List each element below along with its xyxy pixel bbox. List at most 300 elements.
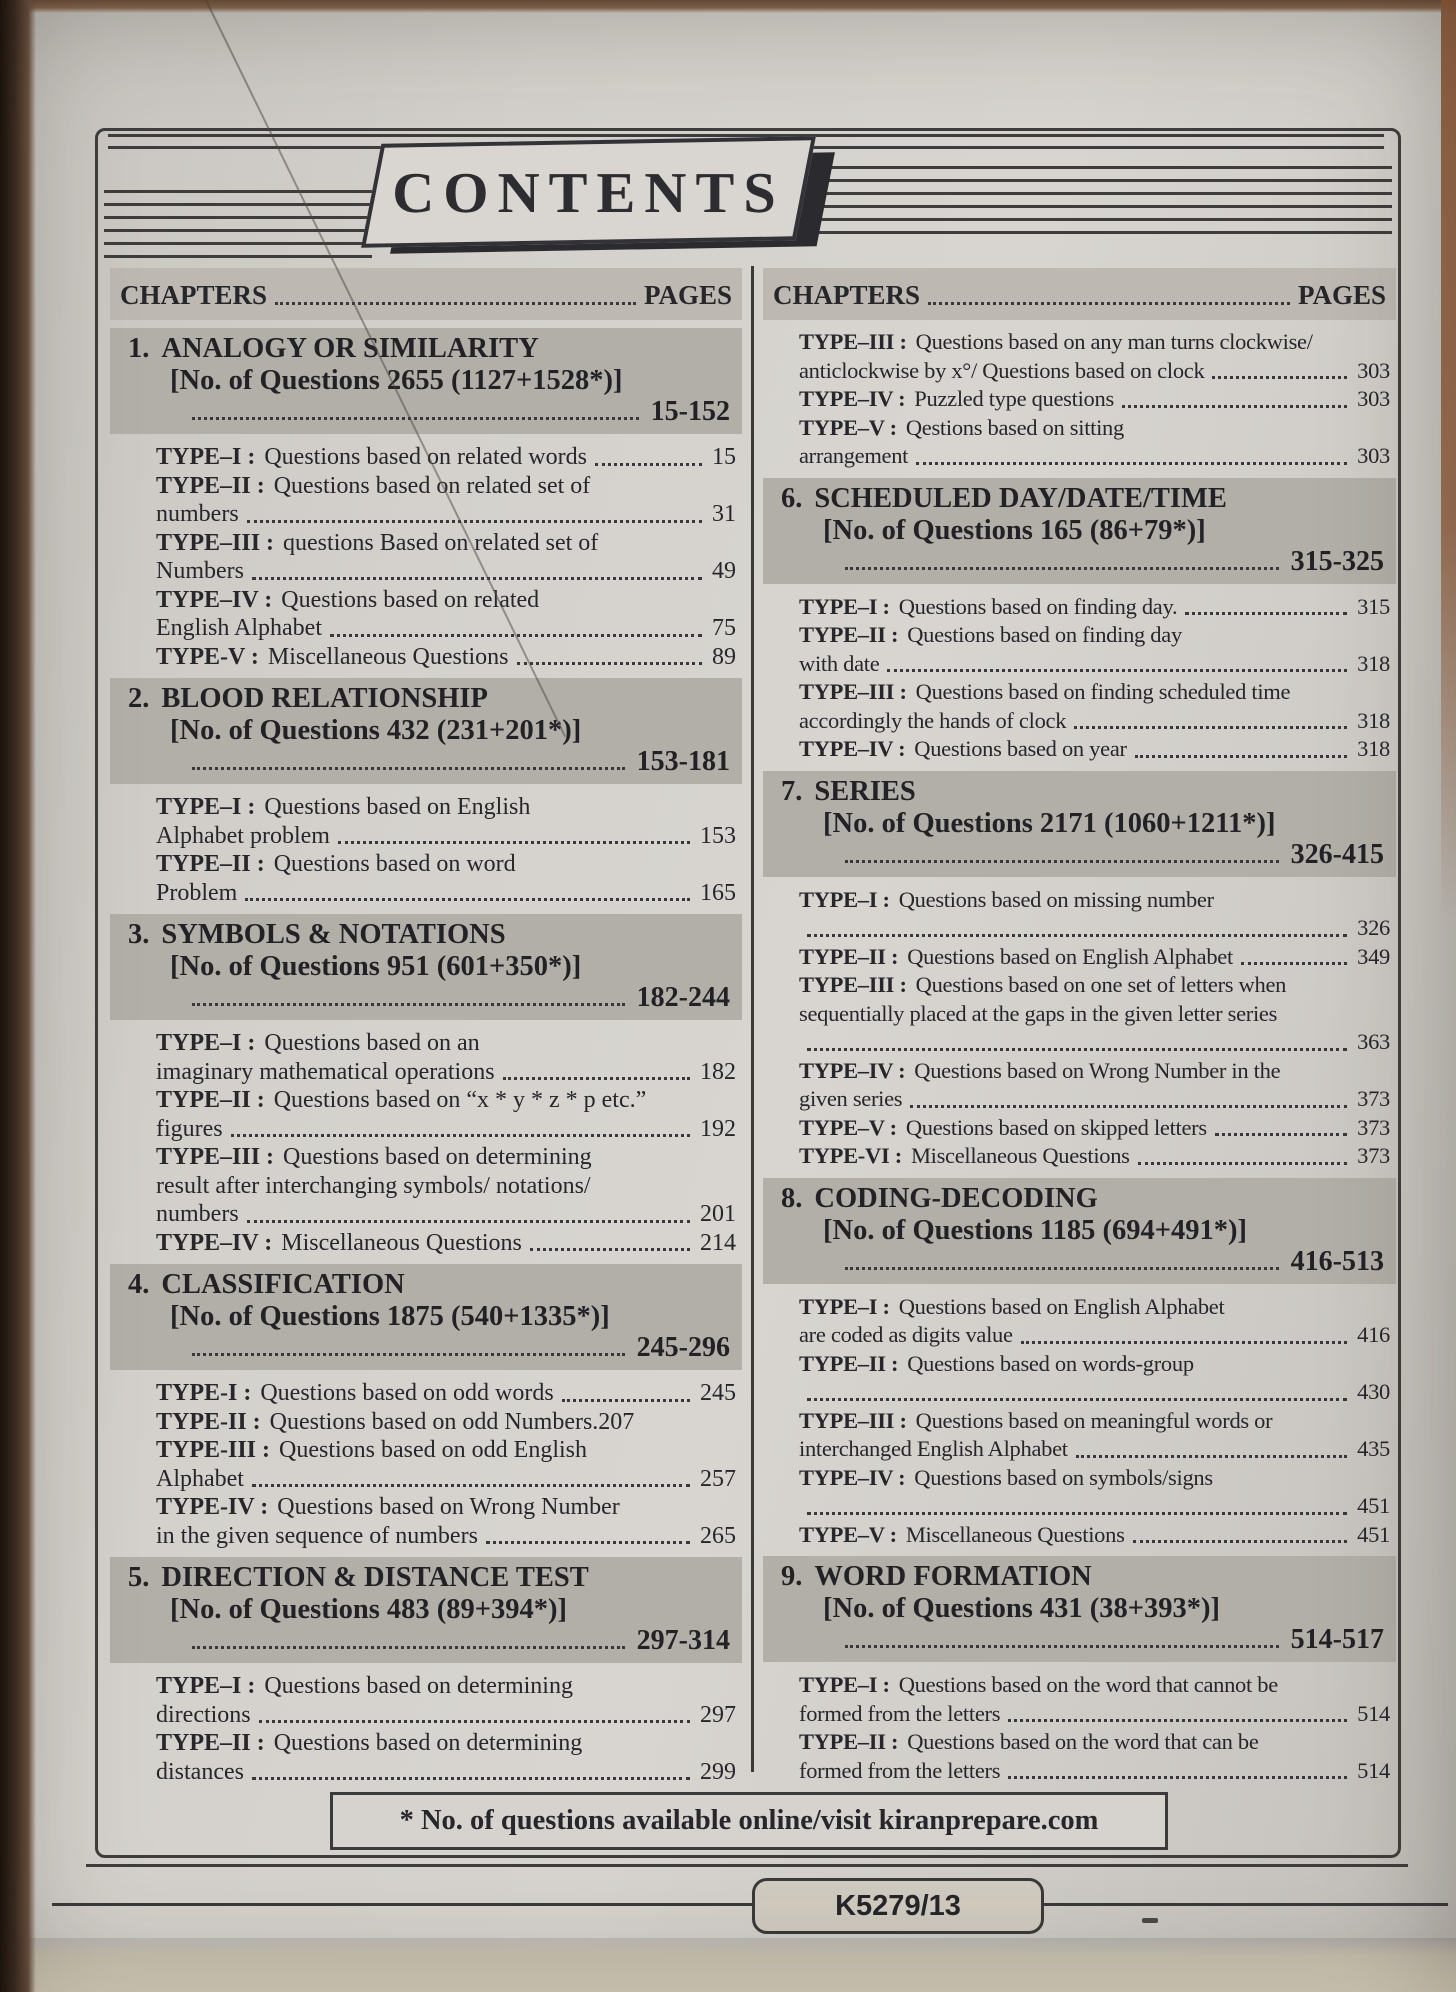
pages-label: PAGES xyxy=(643,280,732,310)
dotted-leader xyxy=(192,1003,625,1006)
type-label: TYPE–II : xyxy=(799,1350,899,1376)
page-number: 257 xyxy=(700,1465,736,1492)
entry-text: numbers xyxy=(156,501,239,527)
chapter-question-count: [No. of Questions 431 (38+393*)] xyxy=(823,1593,1221,1624)
toc-entry-line xyxy=(110,443,742,472)
chapters-label: CHAPTERS xyxy=(773,280,921,310)
dotted-leader xyxy=(1021,1341,1347,1344)
dotted-leader xyxy=(928,302,1290,305)
toc-entry-line xyxy=(763,1000,1396,1029)
page-number: 303 xyxy=(1357,357,1390,383)
toc-entry xyxy=(110,472,742,529)
toc-entry-line xyxy=(110,1029,742,1058)
page-number: 15 xyxy=(712,444,736,470)
toc-entry xyxy=(110,793,742,850)
toc-entry-line xyxy=(110,1143,742,1172)
toc-entry xyxy=(110,1672,742,1729)
toc-entry-line xyxy=(110,793,742,822)
dotted-leader xyxy=(595,463,702,466)
page-number: 192 xyxy=(700,1115,736,1142)
toc-entry-line xyxy=(110,1701,742,1730)
entry-text: sequentially placed at the gaps in the given letter series xyxy=(799,1000,1278,1026)
toc-entry xyxy=(763,414,1396,471)
dotted-leader xyxy=(338,841,690,844)
toc-entry-line xyxy=(110,586,742,615)
toc-entry-line xyxy=(763,442,1396,471)
page-number: 363 xyxy=(1357,1029,1390,1054)
toc-entry xyxy=(110,1493,742,1550)
toc-entry-line xyxy=(110,850,742,879)
type-label: TYPE–II : xyxy=(799,943,899,969)
entry-text: distances xyxy=(156,1758,244,1785)
chapter-title: SYMBOLS & NOTATIONS xyxy=(161,919,506,950)
type-label: TYPE-IV : xyxy=(156,1494,269,1520)
toc-entry xyxy=(763,943,1396,972)
chapter-heading xyxy=(110,678,742,784)
page-number: 430 xyxy=(1357,1379,1390,1404)
toc-entry-line xyxy=(110,1436,742,1465)
type-label: TYPE–III : xyxy=(799,329,907,354)
book-right-edge xyxy=(1441,0,1456,1150)
toc-entry xyxy=(763,1350,1396,1407)
toc-entry-line xyxy=(763,357,1396,386)
page-number: 214 xyxy=(700,1229,736,1256)
toc-entry-line xyxy=(763,1435,1396,1464)
type-label: TYPE–I : xyxy=(799,886,890,912)
page-number: 435 xyxy=(1357,1436,1390,1461)
toc-entry xyxy=(763,1293,1396,1350)
toc-entry-line xyxy=(110,1522,742,1551)
page-number: 165 xyxy=(700,879,736,906)
chapter-title: SCHEDULED DAY/DATE/TIME xyxy=(814,482,1227,514)
chapter-title-line xyxy=(118,1269,730,1301)
toc-entry-line xyxy=(763,621,1396,650)
chapter-title: BLOOD RELATIONSHIP xyxy=(161,683,488,714)
toc-entry-line xyxy=(110,1758,742,1787)
dotted-leader xyxy=(807,1048,1347,1051)
toc-entry xyxy=(763,385,1396,414)
chapter-number: 9. xyxy=(781,1561,803,1592)
toc-entry xyxy=(110,1143,742,1229)
type-label: TYPE–I : xyxy=(799,1293,890,1319)
chapter-pages-line xyxy=(771,1625,1384,1655)
frame-bottom-rule xyxy=(86,1864,1408,1867)
chapter-heading xyxy=(763,1178,1396,1284)
toc-entry xyxy=(110,1379,742,1408)
toc-entry xyxy=(110,1729,742,1786)
page-number: 303 xyxy=(1357,386,1390,411)
type-label: TYPE–III : xyxy=(799,1407,907,1433)
dotted-leader xyxy=(1241,962,1347,965)
toc-entry xyxy=(763,971,1396,1057)
entry-text: Questions based on odd words xyxy=(260,1380,554,1406)
entry-text: Questions based on an xyxy=(264,1030,480,1056)
entry-text: directions xyxy=(156,1701,251,1728)
entry-text: Questions based on “x * y * z * p etc.” xyxy=(273,1087,647,1113)
dotted-leader xyxy=(247,520,702,523)
page-number: 326 xyxy=(1357,915,1390,940)
toc-entry-line xyxy=(763,385,1396,414)
chapter-title: CLASSIFICATION xyxy=(161,1269,405,1300)
toc-entry-line xyxy=(763,707,1396,736)
dotted-leader xyxy=(887,669,1347,672)
toc-entry xyxy=(763,621,1396,678)
dotted-leader xyxy=(910,1105,1347,1108)
chapter-title-line xyxy=(771,776,1384,808)
chapter-page-range: 245-296 xyxy=(636,1332,730,1363)
toc-entry xyxy=(763,1671,1396,1728)
entry-text: Questions based on Wrong Number xyxy=(277,1494,620,1520)
entry-text: Questions based on related set of xyxy=(273,472,591,499)
chapter-number: 8. xyxy=(781,1182,803,1214)
dotted-leader xyxy=(259,1720,690,1723)
dotted-leader xyxy=(192,1353,625,1356)
type-label: TYPE–II : xyxy=(799,1729,899,1754)
toc-entry-line xyxy=(763,414,1396,443)
chapter-question-count: [No. of Questions 483 (89+394*)] xyxy=(170,1594,568,1625)
chapter-heading xyxy=(763,1556,1396,1662)
dotted-leader xyxy=(845,860,1279,863)
entry-text: Questions based on Wrong Number in the xyxy=(914,1057,1281,1083)
chapter-question-count: [No. of Questions 165 (86+79*)] xyxy=(823,514,1206,546)
toc-entry xyxy=(763,1464,1396,1521)
chapter-pages-line xyxy=(118,983,730,1013)
toc-entry-line xyxy=(763,1142,1396,1171)
dotted-leader xyxy=(562,1399,690,1402)
entry-text: figures xyxy=(156,1115,223,1142)
toc-entry-line xyxy=(110,500,742,529)
entry-text: Questions based on any man turns clockwise/ xyxy=(915,329,1313,354)
type-label: TYPE–IV : xyxy=(799,1057,906,1083)
entry-text: formed from the letters xyxy=(799,1757,1001,1783)
page-number: 514 xyxy=(1357,1757,1390,1783)
chapter-heading xyxy=(110,1557,742,1663)
entry-text: Questions based on one set of letters when xyxy=(915,972,1287,997)
chapter-page-range: 297-314 xyxy=(636,1625,730,1656)
toc-entry-line xyxy=(763,1407,1396,1436)
dotted-leader xyxy=(530,1248,690,1251)
page-number: 299 xyxy=(700,1758,736,1785)
dotted-leader xyxy=(807,1512,1347,1515)
entry-text: Questions based on the word that cannot be xyxy=(898,1672,1278,1697)
toc-column-right xyxy=(763,268,1396,1785)
footer-code-text: K5279/13 xyxy=(835,1889,961,1922)
page-number: 373 xyxy=(1357,1114,1390,1140)
toc-entry-line xyxy=(110,643,742,672)
dotted-leader xyxy=(517,662,702,665)
page-number: 318 xyxy=(1357,650,1390,676)
type-label: TYPE–I : xyxy=(156,794,256,820)
toc-entry-line xyxy=(110,822,742,851)
entry-text: formed from the letters xyxy=(799,1700,1001,1726)
entry-text: Questions based on related words xyxy=(264,444,587,470)
dotted-leader xyxy=(1008,1776,1347,1779)
dotted-leader xyxy=(1008,1719,1347,1722)
page-number: 297 xyxy=(700,1701,736,1728)
chapter-title: ANALOGY OR SIMILARITY xyxy=(161,333,539,364)
book-spine-shadow xyxy=(0,0,36,1992)
dotted-leader xyxy=(1138,1162,1348,1165)
dotted-leader xyxy=(503,1077,690,1080)
entry-text: Questions based on year xyxy=(914,736,1127,761)
toc-entry-line xyxy=(763,1671,1396,1700)
toc-entry-line xyxy=(110,557,742,586)
toc-entry-line xyxy=(763,1028,1396,1057)
toc-entry-line xyxy=(763,678,1396,707)
toc-entry xyxy=(763,1728,1396,1785)
type-label: TYPE–III : xyxy=(156,529,275,556)
entry-text: Numbers xyxy=(156,558,244,584)
type-label: TYPE–III : xyxy=(156,1144,275,1170)
type-label: TYPE-III : xyxy=(156,1437,271,1463)
toc-entry-line xyxy=(110,1379,742,1408)
toc-entry-line xyxy=(763,886,1396,915)
type-label: TYPE–I : xyxy=(156,1030,256,1056)
type-label: TYPE–IV : xyxy=(799,386,906,411)
toc-entry-line xyxy=(763,1057,1396,1086)
toc-entry-line xyxy=(110,529,742,558)
dotted-leader xyxy=(916,462,1347,465)
type-label: TYPE-VI : xyxy=(799,1143,902,1168)
dotted-leader xyxy=(192,767,625,770)
dotted-leader xyxy=(845,1267,1279,1270)
entry-text: given series xyxy=(799,1086,903,1111)
entry-text: Questions based on symbols/signs xyxy=(914,1464,1213,1490)
entry-text: English Alphabet xyxy=(156,615,322,641)
type-label: TYPE-I : xyxy=(156,1380,252,1406)
toc-entry-line xyxy=(110,1058,742,1087)
entry-text: Questions based on English Alphabet xyxy=(907,943,1233,969)
toc-column-left xyxy=(110,268,742,1786)
type-label: TYPE–IV : xyxy=(156,586,273,613)
page-number: 315 xyxy=(1357,593,1390,619)
dotted-leader xyxy=(1185,612,1347,615)
type-label: TYPE-V : xyxy=(156,643,259,670)
toc-entry-line xyxy=(110,472,742,501)
chapter-title: WORD FORMATION xyxy=(814,1561,1092,1592)
toc-entry xyxy=(110,529,742,586)
toc-entry-line xyxy=(763,1378,1396,1407)
entry-text: Questions based on related xyxy=(281,586,540,613)
toc-entry xyxy=(763,1114,1396,1143)
entry-text: result after interchanging symbols/ notations/ xyxy=(156,1172,591,1199)
dotted-leader xyxy=(247,1220,690,1223)
toc-entry-line xyxy=(763,1321,1396,1350)
entry-text: Miscellaneous Questions xyxy=(281,1229,522,1256)
footer-smudge-mark xyxy=(1142,1918,1158,1923)
book-top-edge xyxy=(0,0,1456,13)
page-number: 303 xyxy=(1357,443,1390,468)
chapter-page-range: 326-415 xyxy=(1290,838,1384,870)
entry-text: Questions based on meaningful words or xyxy=(915,1407,1273,1433)
entry-text: Miscellaneous Questions xyxy=(905,1521,1125,1547)
entry-text: Questions based on English xyxy=(264,794,531,820)
chapter-title: DIRECTION & DISTANCE TEST xyxy=(161,1562,589,1593)
entry-text: arrangement xyxy=(799,443,909,468)
toc-entry xyxy=(110,443,742,472)
dotted-leader xyxy=(845,1645,1279,1648)
page-number: 201 xyxy=(700,1201,736,1227)
chapter-pages-line xyxy=(118,1626,730,1656)
page-number: 89 xyxy=(712,643,736,670)
toc-entry-line xyxy=(110,614,742,643)
toc-entry xyxy=(763,678,1396,735)
type-label: TYPE–III : xyxy=(799,679,907,704)
toc-entry-line xyxy=(763,735,1396,764)
entry-text: Questions based on odd English xyxy=(279,1437,587,1463)
pages-label: PAGES xyxy=(1297,280,1386,310)
chapter-page-range: 15-152 xyxy=(650,396,730,427)
chapter-number: 5. xyxy=(128,1562,150,1593)
dotted-leader xyxy=(845,567,1279,570)
page-number: 182 xyxy=(700,1058,736,1085)
entry-text: Qestions based on sitting xyxy=(905,414,1124,440)
type-label: TYPE–II : xyxy=(156,1730,265,1756)
chapter-question-count: [No. of Questions 1185 (694+491*)] xyxy=(823,1214,1247,1246)
toc-entry xyxy=(110,643,742,672)
toc-entry xyxy=(110,850,742,907)
entry-text: Questions based on odd Numbers.207 xyxy=(269,1408,635,1435)
toc-entry-line xyxy=(763,943,1396,972)
chapter-title-line xyxy=(118,333,730,365)
chapter-title-line xyxy=(771,1561,1384,1593)
dotted-leader xyxy=(192,417,639,420)
entry-text: Questions based on skipped letters xyxy=(905,1114,1207,1140)
chapter-question-count: [No. of Questions 2655 (1127+1528*)] xyxy=(170,365,623,396)
type-label: TYPE–I : xyxy=(156,1673,256,1699)
entry-text: Puzzled type questions xyxy=(914,386,1114,411)
entry-text: Questions based on missing number xyxy=(898,886,1214,912)
toc-entry xyxy=(763,886,1396,943)
toc-entry xyxy=(110,1029,742,1086)
entry-text: Questions based on English Alphabet xyxy=(898,1293,1225,1319)
dotted-leader xyxy=(252,1777,690,1780)
toc-entry-line xyxy=(110,1200,742,1229)
footer-code-box xyxy=(752,1878,1044,1934)
entry-text: Questions based on finding day xyxy=(907,622,1182,647)
toc-entry-line xyxy=(763,1728,1396,1757)
chapter-pages-line xyxy=(771,840,1384,870)
chapter-title-line xyxy=(118,683,730,715)
page-number: 373 xyxy=(1357,1086,1390,1111)
page-number: 318 xyxy=(1357,707,1390,733)
toc-entry xyxy=(763,1057,1396,1114)
toc-entry xyxy=(763,1142,1396,1171)
entry-text: Problem xyxy=(156,879,238,906)
type-label: TYPE–IV : xyxy=(799,1464,906,1490)
toc-entry-line xyxy=(763,1085,1396,1114)
chapter-page-range: 514-517 xyxy=(1290,1624,1384,1655)
page-number: 245 xyxy=(700,1380,736,1406)
toc-entry-line xyxy=(763,650,1396,679)
type-label: TYPE–I : xyxy=(799,1672,890,1697)
chapter-number: 6. xyxy=(781,482,803,514)
toc-entry-line xyxy=(763,971,1396,1000)
type-label: TYPE–II : xyxy=(156,472,265,499)
chapters-label: CHAPTERS xyxy=(120,280,268,310)
toc-entry-line xyxy=(763,914,1396,943)
type-label: TYPE–IV : xyxy=(799,736,906,761)
toc-entry xyxy=(110,1229,742,1258)
dotted-leader xyxy=(231,1134,690,1137)
entry-text: Alphabet xyxy=(156,1465,244,1492)
footer-rule xyxy=(52,1903,1448,1906)
toc-entry-line xyxy=(763,593,1396,622)
toc-entry-line xyxy=(110,1115,742,1144)
chapter-question-count: [No. of Questions 432 (231+201*)] xyxy=(170,715,582,746)
chapter-number: 4. xyxy=(128,1269,150,1300)
toc-entry-line xyxy=(763,1114,1396,1143)
chapter-question-count: [No. of Questions 951 (601+350*)] xyxy=(170,951,582,982)
page-title: CONTENTS xyxy=(392,159,785,225)
chapter-heading xyxy=(763,771,1396,877)
type-label: TYPE–V : xyxy=(799,414,897,440)
page-number: 75 xyxy=(712,615,736,641)
dotted-leader xyxy=(275,302,636,305)
type-label: TYPE–III : xyxy=(799,972,907,997)
dotted-leader xyxy=(1215,1133,1347,1136)
entry-text: numbers xyxy=(156,1201,239,1227)
entry-text: Questions based on words-group xyxy=(907,1350,1194,1376)
toc-entry-line xyxy=(763,1464,1396,1493)
type-label: TYPE–I : xyxy=(156,444,256,470)
chapter-title-line xyxy=(118,1562,730,1594)
toc-entry xyxy=(110,1086,742,1143)
type-label: TYPE–II : xyxy=(156,851,265,877)
chapter-title-line xyxy=(771,483,1384,515)
dotted-leader xyxy=(486,1541,690,1544)
toc-entry-line xyxy=(110,1729,742,1758)
chapter-title: CODING-DECODING xyxy=(814,1182,1098,1214)
dotted-leader xyxy=(1122,405,1347,408)
toc-entry-line xyxy=(110,1086,742,1115)
entry-text: questions Based on related set of xyxy=(283,529,599,556)
page-number: 349 xyxy=(1357,943,1390,969)
chapter-page-range: 315-325 xyxy=(1290,545,1384,577)
chapter-pages-line xyxy=(771,547,1384,577)
page-number: 514 xyxy=(1357,1700,1390,1726)
toc-entry-line xyxy=(763,1757,1396,1786)
chapter-pages-line xyxy=(771,1247,1384,1277)
chapter-title: SERIES xyxy=(814,775,916,807)
toc-entry xyxy=(110,1408,742,1437)
entry-text: anticlockwise by x°/ Questions based on clock xyxy=(799,357,1205,383)
dotted-leader xyxy=(252,1484,690,1487)
entry-text: interchanged English Alphabet xyxy=(799,1436,1068,1461)
dotted-leader xyxy=(1074,726,1347,729)
dotted-leader xyxy=(807,1398,1347,1401)
chapter-number: 2. xyxy=(128,683,150,714)
footer-note-box xyxy=(330,1792,1168,1850)
type-label: TYPE–II : xyxy=(799,622,899,647)
chapter-question-count: [No. of Questions 1875 (540+1335*)] xyxy=(170,1301,610,1332)
entry-text: Questions based on finding day. xyxy=(898,593,1178,619)
page-number: 153 xyxy=(700,822,736,849)
type-label: TYPE–IV : xyxy=(156,1229,273,1256)
page-number: 31 xyxy=(712,501,736,527)
toc-entry-line xyxy=(110,1172,742,1201)
entry-text: Questions based on finding scheduled time xyxy=(915,679,1291,704)
chapter-page-range: 182-244 xyxy=(636,982,730,1013)
chapter-heading xyxy=(763,478,1396,584)
page-stack-edge xyxy=(0,1938,1456,1992)
page-number: 451 xyxy=(1357,1493,1390,1518)
dotted-leader xyxy=(1135,755,1347,758)
dotted-leader xyxy=(245,898,690,901)
toc-entry-line xyxy=(110,879,742,908)
toc-entry-line xyxy=(110,1465,742,1494)
entry-text: Questions based on determining xyxy=(264,1673,573,1699)
